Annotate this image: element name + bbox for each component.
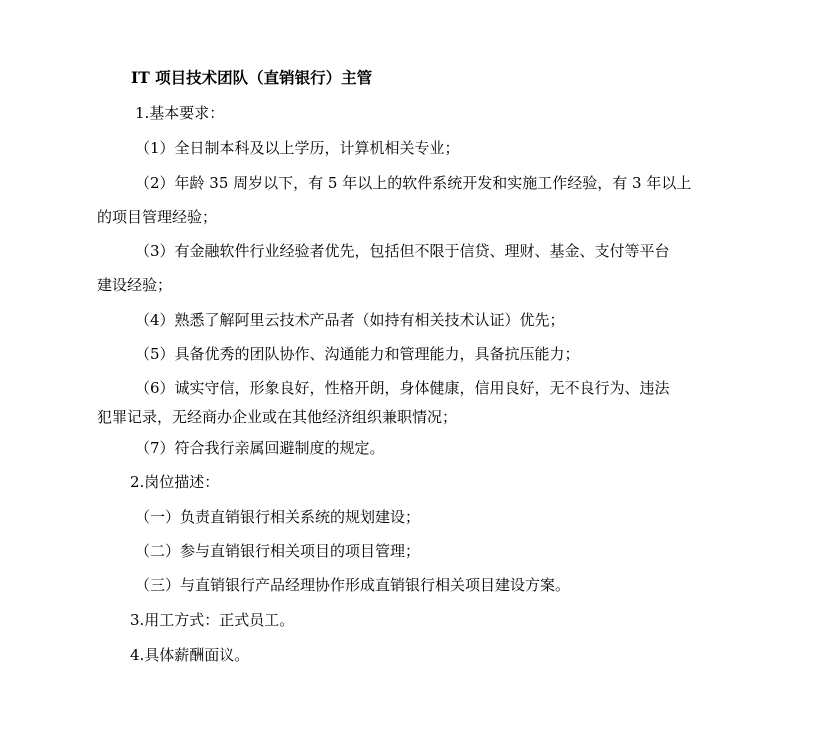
section-3-employment-type: 3.用工方式：正式员工。 [130, 611, 295, 629]
requirement-1: （1）全日制本科及以上学历，计算机相关专业； [135, 139, 460, 157]
duty-3: （三）与直销银行产品经理协作形成直销银行相关项目建设方案。 [135, 576, 571, 594]
duty-1: （一）负责直销银行相关系统的规划建设； [135, 508, 421, 526]
requirement-3-continued: 建设经验； [97, 276, 173, 294]
section-2-heading: 2.岗位描述： [130, 473, 220, 491]
document-title: IT 项目技术团队（直销银行）主管 [131, 68, 373, 87]
requirement-2: （2）年龄 35 周岁以下，有 5 年以上的软件系统开发和实施工作经验，有 3 年以上 [135, 174, 692, 192]
requirement-6: （6）诚实守信，形象良好，性格开朗，身体健康，信用良好，无不良行为、违法 [135, 379, 670, 397]
requirement-6-continued: 犯罪记录，无经商办企业或在其他经济组织兼职情况； [97, 408, 458, 426]
section-1-heading: 1.基本要求： [135, 104, 225, 122]
section-4-salary: 4.具体薪酬面议。 [130, 646, 250, 664]
requirement-4: （4）熟悉了解阿里云技术产品者（如持有相关技术认证）优先； [135, 311, 565, 329]
requirement-3: （3）有金融软件行业经验者优先，包括但不限于信贷、理财、基金、支付等平台 [135, 242, 670, 260]
duty-2: （二）参与直销银行相关项目的项目管理； [135, 542, 421, 560]
requirement-5: （5）具备优秀的团队协作、沟通能力和管理能力，具备抗压能力； [135, 345, 580, 363]
requirement-2-continued: 的项目管理经验； [97, 208, 218, 226]
requirement-7: （7）符合我行亲属回避制度的规定。 [135, 439, 385, 457]
